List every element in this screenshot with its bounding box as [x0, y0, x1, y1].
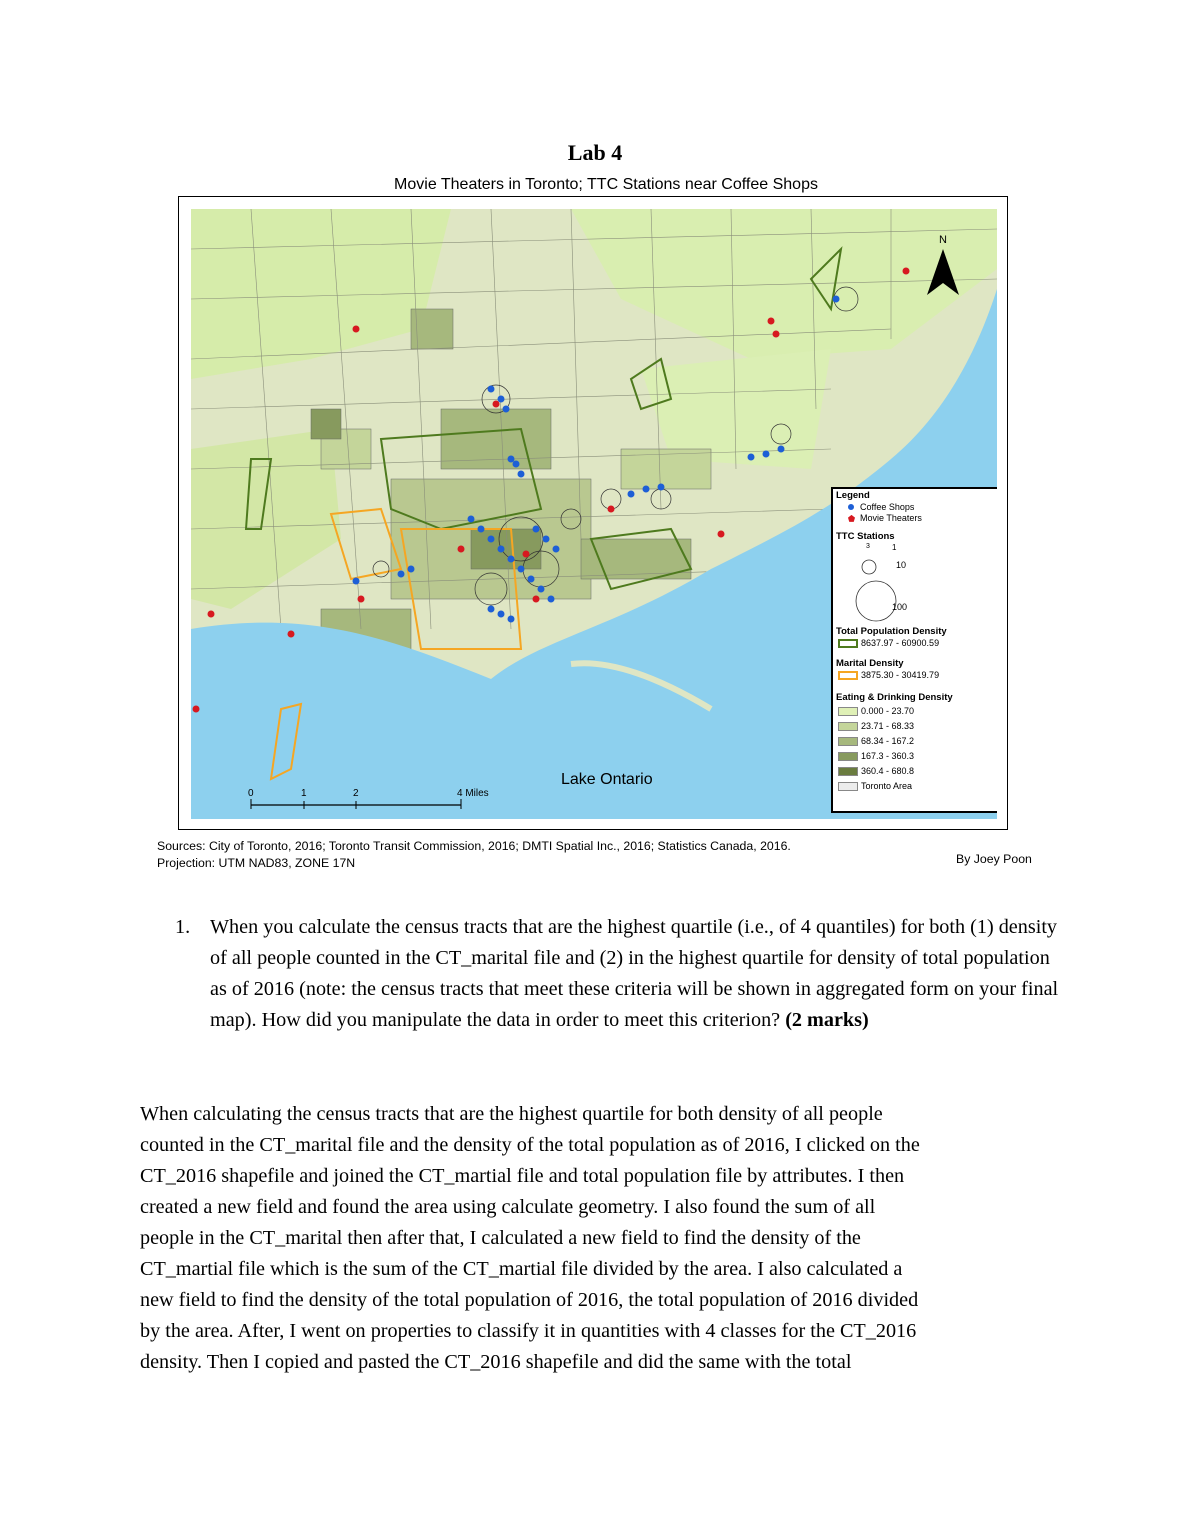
answer-line: CT_2016 shapefile and joined the CT_martial file and total population file by attributes. I then	[140, 1165, 905, 1187]
tract-dense	[471, 529, 541, 569]
answer-line: by the area. After, I went on properties to classify it in quantities with 4 classes for the CT_2016	[140, 1320, 917, 1342]
legend-eating-class: 23.71 - 68.33	[836, 719, 996, 734]
legend-eating-title: Eating & Drinking Density	[836, 691, 953, 703]
legend-eating-class: 0.000 - 23.70	[836, 704, 996, 719]
answer-line: people in the CT_marital then after that, I calculated a new field to find the density of the	[140, 1227, 861, 1249]
answer-paragraph	[140, 1099, 1050, 1378]
lake-label: Lake Ontario	[561, 771, 653, 788]
legend-marital-title: Marital Density	[836, 657, 904, 669]
answer-line: created a new field and found the area using calculate geometry. I also found the sum of all	[140, 1196, 876, 1218]
movie-pentagon-icon	[848, 515, 855, 522]
legend-movie: Movie Theaters	[836, 513, 996, 524]
map-title: Movie Theaters in Toronto; TTC Stations near Coffee Shops	[394, 176, 818, 193]
answer-line: density. Then I copied and pasted the CT_2016 shapefile and did the same with the total	[140, 1351, 852, 1373]
tract-dense	[441, 409, 551, 469]
projection-line: Projection: UTM NAD83, ZONE 17N	[157, 856, 356, 870]
tract-dense	[311, 409, 341, 439]
sources-line: Sources: City of Toronto, 2016; Toronto Transit Commission, 2016; DMTI Spatial Inc., 2016; Statistics Canada, 2016.	[157, 839, 791, 853]
answer-line: counted in the CT_marital file and the density of the total population as of 2016, I clicked on the	[140, 1134, 920, 1156]
svg-text:4 Miles: 4 Miles	[457, 788, 489, 799]
svg-text:2: 2	[353, 788, 359, 799]
legend-eating-class: 167.3 - 360.3	[836, 749, 996, 764]
legend-eating-class: Toronto Area	[836, 779, 996, 794]
answer-line: CT_martial file which is the sum of the CT_martial file divided by the area. I also calculated a	[140, 1258, 903, 1280]
question-text: When you calculate the census tracts that are the highest quartile (i.e., of 4 quantiles) for both (1) density of all people counted in the CT_marital file and (2) in the highest quartile for density of total population as of 2016 (note: the census tracts that meet these criteria will be shown in aggregated form on your final map). How did you manipulate the data in order to meet this criterion? (2 marks)	[210, 916, 1059, 1031]
map-legend	[831, 487, 997, 813]
page-title: Lab 4	[567, 140, 623, 165]
question-number: 1.	[175, 916, 191, 938]
legend-marital-item: 3875.30 - 30419.79	[836, 670, 996, 681]
north-label: N	[939, 234, 947, 246]
svg-text:1: 1	[301, 788, 307, 799]
answer-line: When calculating the census tracts that are the highest quartile for both density of all people	[140, 1103, 883, 1125]
legend-eating-class: 68.34 - 167.2	[836, 734, 996, 749]
legend-eating-classes	[836, 704, 996, 794]
map-figure	[178, 196, 1008, 830]
legend-pop-title: Total Population Density	[836, 625, 947, 637]
map-sources	[157, 838, 791, 872]
legend-ttc-title: TTC Stations	[836, 530, 895, 542]
legend-coffee: Coffee Shops	[836, 502, 996, 513]
legend-ttc-symbols: 3 1 10 100	[836, 543, 996, 623]
legend-eating-class: 360.4 - 680.8	[836, 764, 996, 779]
coffee-dot-icon	[848, 504, 854, 510]
svg-text:0: 0	[248, 788, 254, 799]
map-byline: By Joey Poon	[956, 852, 1032, 866]
map-canvas	[191, 209, 997, 819]
legend-pop-item: 8637.97 - 60900.59	[836, 638, 996, 649]
answer-line: new field to find the density of the total population of 2016, the total population of 2016 divided	[140, 1289, 919, 1311]
question-marks: (2 marks)	[785, 1009, 869, 1031]
legend-title: Legend	[836, 490, 870, 501]
